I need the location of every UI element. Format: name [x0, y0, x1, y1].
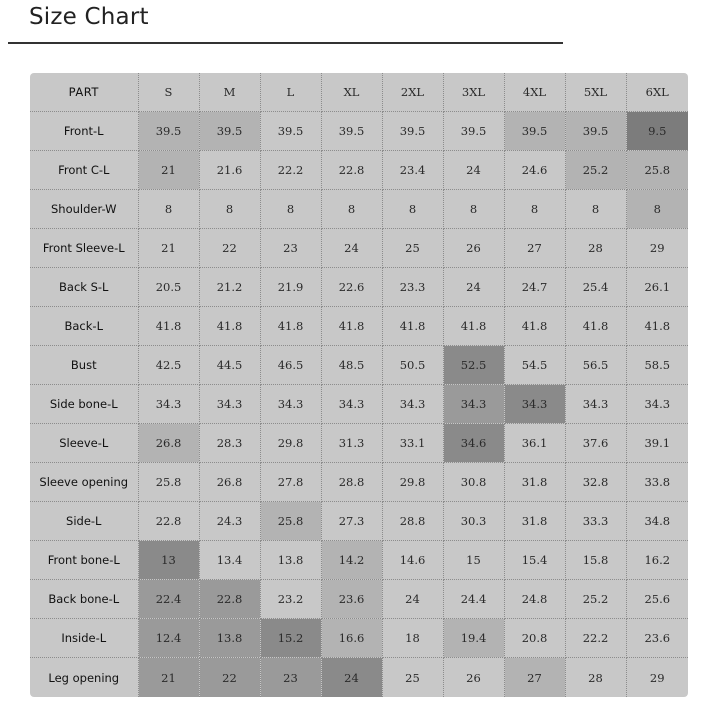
- table-cell: 24: [443, 150, 504, 189]
- table-cell: 15: [443, 541, 504, 580]
- table-cell: 39.5: [443, 111, 504, 150]
- table-cell: 15.4: [504, 541, 565, 580]
- row-label: Bust: [30, 345, 138, 384]
- table-cell: 29: [649, 670, 665, 685]
- table-cell: 28.8: [382, 502, 443, 541]
- size-header-l: L: [260, 73, 321, 111]
- table-cell: 8: [626, 189, 688, 228]
- row-label: Shoulder-W: [30, 189, 138, 228]
- size-header-3xl: 3XL: [443, 73, 504, 111]
- table-cell: 27.8: [260, 463, 321, 502]
- table-cell: 41.8: [382, 306, 443, 345]
- row-label: Back S-L: [30, 267, 138, 306]
- table-cell: 41.8: [199, 306, 260, 345]
- size-header-xl: XL: [321, 73, 382, 111]
- table-cell: 21: [138, 150, 199, 189]
- row-label: Sleeve opening: [30, 463, 138, 502]
- table-cell: 23: [260, 228, 321, 267]
- table-cell: 34.8: [626, 502, 688, 541]
- size-header-4xl: 4XL: [504, 73, 565, 111]
- table-cell: 22: [199, 228, 260, 267]
- table-cell: 23.4: [382, 150, 443, 189]
- table-cell: 34.3: [565, 384, 626, 423]
- table-cell: 24: [443, 267, 504, 306]
- table-cell: 24.7: [504, 267, 565, 306]
- table-row: [30, 111, 688, 150]
- table-cell: 20.8: [504, 619, 565, 658]
- table-cell: 24: [321, 658, 382, 697]
- table-cell: 27.3: [321, 502, 382, 541]
- table-cell: 25.2: [565, 150, 626, 189]
- table-cell: 33.3: [565, 502, 626, 541]
- table-cell: 25.8: [138, 463, 199, 502]
- table-row: [30, 267, 688, 306]
- table-cell: 39.5: [382, 111, 443, 150]
- row-label: Leg opening: [30, 658, 138, 697]
- table-cell: 48.5: [321, 345, 382, 384]
- table-cell: 23.3: [382, 267, 443, 306]
- table-cell: 13.4: [199, 541, 260, 580]
- row-label: Inside-L: [30, 619, 138, 658]
- table-cell: 41.8: [321, 306, 382, 345]
- table-cell: 15.8: [565, 541, 626, 580]
- table-cell: 34.3: [199, 384, 260, 423]
- table-cell: 8: [565, 189, 626, 228]
- table-cell: 41.8: [626, 306, 688, 345]
- size-header-s: S: [138, 73, 199, 111]
- table-cell: 25.2: [565, 580, 626, 619]
- table-cell: 39.5: [565, 111, 626, 150]
- table-cell: 12.4: [138, 619, 199, 658]
- table-cell: 28: [565, 228, 626, 267]
- table-cell: 8: [260, 189, 321, 228]
- table-cell: 36.1: [504, 424, 565, 463]
- table-cell: 22.8: [138, 502, 199, 541]
- table-cell: 18: [382, 619, 443, 658]
- table-cell: 30.3: [443, 502, 504, 541]
- table-cell: 37.6: [565, 424, 626, 463]
- table-cell: 41.8: [565, 306, 626, 345]
- size-header-m: M: [199, 73, 260, 111]
- table-cell: 28.3: [199, 424, 260, 463]
- table-cell: 58.5: [626, 345, 688, 384]
- table-cell: 33.8: [626, 463, 688, 502]
- table-cell: 26.1: [626, 267, 688, 306]
- table-row: [30, 580, 688, 619]
- table-cell: 16.2: [626, 541, 688, 580]
- table-cell: 8: [138, 189, 199, 228]
- table-cell: 39.5: [199, 111, 260, 150]
- table-cell: 23.6: [321, 580, 382, 619]
- table-cell: 13.8: [199, 619, 260, 658]
- table-row: [30, 306, 688, 345]
- table-cell: 34.3: [626, 384, 688, 423]
- table-cell: 31.3: [321, 424, 382, 463]
- table-row: [30, 619, 688, 658]
- table-row: [30, 424, 688, 463]
- table-cell: 21.9: [260, 267, 321, 306]
- row-label: Side bone-L: [30, 384, 138, 423]
- table-cell: 44.5: [199, 345, 260, 384]
- table-cell: 14.6: [382, 541, 443, 580]
- table-cell: 24.6: [504, 150, 565, 189]
- table-body: [30, 73, 688, 697]
- size-table: [30, 73, 688, 697]
- table-cell: 23.6: [626, 619, 688, 658]
- table-cell: 41.8: [138, 306, 199, 345]
- table-cell: 34.3: [382, 384, 443, 423]
- table-cell: 21.2: [199, 267, 260, 306]
- table-row: [30, 502, 688, 541]
- table-cell: 22.4: [138, 580, 199, 619]
- row-label: Front C-L: [30, 150, 138, 189]
- table-row: [30, 541, 688, 580]
- table-row: [30, 463, 688, 502]
- table-cell: 28: [565, 658, 626, 697]
- table-row: [30, 228, 688, 267]
- row-label: Sleeve-L: [30, 424, 138, 463]
- table-cell: 31.8: [504, 502, 565, 541]
- table-cell: 39.5: [504, 111, 565, 150]
- table-cell: 29.8: [382, 463, 443, 502]
- table-row: [30, 189, 688, 228]
- row-label: Front Sleeve-L: [30, 228, 138, 267]
- table-cell: 8: [199, 189, 260, 228]
- table-cell: 16.6: [321, 619, 382, 658]
- part-header: PART: [30, 73, 138, 111]
- table-row: [30, 658, 688, 697]
- table-cell: 39.5: [260, 111, 321, 150]
- table-cell: 8: [321, 189, 382, 228]
- table-cell: 23.2: [260, 580, 321, 619]
- table-cell: 41.8: [504, 306, 565, 345]
- table-cell: 21: [138, 228, 199, 267]
- table-cell: 41.8: [443, 306, 504, 345]
- table-cell: 50.5: [382, 345, 443, 384]
- table-cell: 30.8: [443, 463, 504, 502]
- page-title: Size Chart: [29, 4, 149, 30]
- table-cell: 34.3: [260, 384, 321, 423]
- table-cell: 34.3: [138, 384, 199, 423]
- table-cell: 8: [504, 189, 565, 228]
- table-cell: 28.8: [321, 463, 382, 502]
- table-cell: 22: [199, 658, 260, 697]
- table-cell: 14.2: [321, 541, 382, 580]
- table-cell: 54.5: [504, 345, 565, 384]
- table-cell: 8: [443, 189, 504, 228]
- table-cell: 29.8: [260, 424, 321, 463]
- size-header-5xl: 5XL: [565, 73, 626, 111]
- row-label: Front-L: [30, 111, 138, 150]
- table-cell: 21: [138, 658, 199, 697]
- table-cell: 25.4: [565, 267, 626, 306]
- table-cell: 24: [382, 580, 443, 619]
- table-cell: 24.4: [443, 580, 504, 619]
- table-cell: 41.8: [260, 306, 321, 345]
- table-cell: 39.1: [626, 424, 688, 463]
- table-cell: 52.5: [443, 345, 504, 384]
- table-cell: 33.1: [382, 424, 443, 463]
- table-cell: 25: [382, 658, 443, 697]
- table-cell: 20.5: [138, 267, 199, 306]
- table-cell: 19.4: [443, 619, 504, 658]
- table-cell: 25.8: [260, 502, 321, 541]
- table-cell: 9.5: [626, 111, 688, 150]
- table-cell: 23: [260, 658, 321, 697]
- table-cell: 24.3: [199, 502, 260, 541]
- row-label: Side-L: [30, 502, 138, 541]
- table-row: [30, 150, 688, 189]
- table-row: [30, 345, 688, 384]
- table-cell: 56.5: [565, 345, 626, 384]
- table-cell: 26: [443, 228, 504, 267]
- table-cell: 34.6: [443, 424, 504, 463]
- table-cell: 39.5: [321, 111, 382, 150]
- size-header-2xl: 2XL: [382, 73, 443, 111]
- table-cell: 27: [504, 228, 565, 267]
- table-cell: 22.2: [260, 150, 321, 189]
- row-label: Back-L: [30, 306, 138, 345]
- table-cell: 46.5: [260, 345, 321, 384]
- table-cell: 22.6: [321, 267, 382, 306]
- table-cell: 24.8: [504, 580, 565, 619]
- table-cell: 13.8: [260, 541, 321, 580]
- table-cell: 26.8: [199, 463, 260, 502]
- table-cell: 22.2: [565, 619, 626, 658]
- row-label: Front bone-L: [30, 541, 138, 580]
- table-cell: 34.3: [504, 384, 565, 423]
- header-row: [30, 73, 688, 111]
- table-cell: 22.8: [199, 580, 260, 619]
- table-cell: 25: [382, 228, 443, 267]
- table-cell: 31.8: [504, 463, 565, 502]
- size-chart: [30, 73, 688, 697]
- table-row: [30, 384, 688, 423]
- table-cell: 21.6: [199, 150, 260, 189]
- table-cell: 8: [382, 189, 443, 228]
- table-cell: 42.5: [138, 345, 199, 384]
- size-header-6xl: 6XL: [626, 73, 688, 111]
- table-cell: 26: [443, 658, 504, 697]
- table-cell: 29: [626, 228, 688, 267]
- table-cell: 22.8: [321, 150, 382, 189]
- table-cell: 32.8: [565, 463, 626, 502]
- table-cell: 26.8: [138, 424, 199, 463]
- table-cell: 34.3: [443, 384, 504, 423]
- table-cell: 24: [321, 228, 382, 267]
- table-cell: 25.6: [626, 580, 688, 619]
- table-cell: 15.2: [260, 619, 321, 658]
- table-cell: 27: [504, 658, 565, 697]
- table-cell: 13: [138, 541, 199, 580]
- title-underline: [8, 42, 563, 44]
- row-label: Back bone-L: [30, 580, 138, 619]
- table-cell: 34.3: [321, 384, 382, 423]
- table-cell: 25.8: [626, 150, 688, 189]
- table-cell: 39.5: [138, 111, 199, 150]
